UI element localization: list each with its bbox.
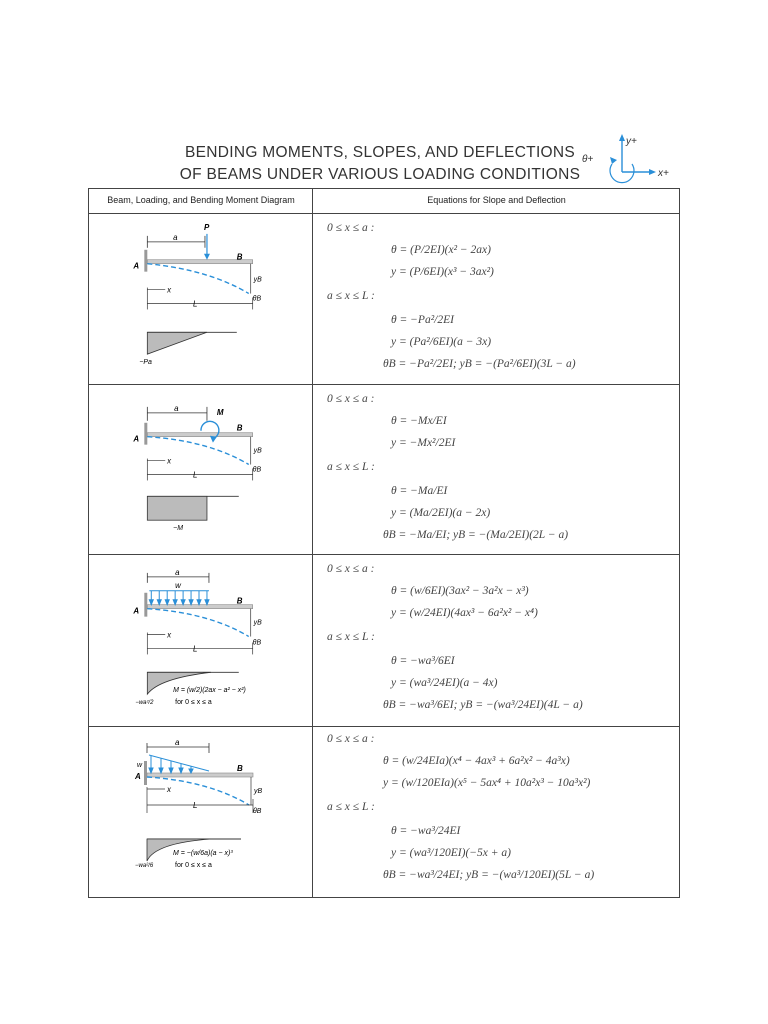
dim-a: a (175, 738, 180, 747)
dim-a: a (173, 232, 178, 242)
equation: 0 ≤ x ≤ a : (327, 563, 375, 575)
table-row (89, 727, 679, 897)
equation: y = (Pa²/6EI)(a − 3x) (391, 336, 492, 348)
title-line-2: OF BEAMS UNDER VARIOUS LOADING CONDITIONS (179, 166, 581, 183)
beam-diagram (89, 385, 312, 554)
label-x: x (167, 630, 172, 640)
label-l: L (193, 644, 198, 654)
label-x: x (167, 285, 172, 295)
equation: a ≤ x ≤ L : (327, 631, 375, 643)
equation: θ = −Ma/EI (391, 485, 448, 497)
equation: y = (wa³/24EI)(a − 4x) (391, 677, 498, 689)
equation: y = (Ma/2EI)(a − 2x) (391, 507, 491, 519)
beam-diagram (89, 555, 312, 726)
label-a: A (133, 261, 140, 271)
equation: θ = (w/6EI)(3ax² − 3a²x − x³) (391, 585, 529, 597)
label-yb: yB (253, 447, 262, 455)
label-theta-b: θB (252, 639, 262, 647)
table-row (89, 214, 679, 385)
load-w: w (175, 580, 181, 590)
label-theta-b: θB (252, 466, 262, 474)
equations (313, 727, 680, 897)
equation: θ = −Mx/EI (391, 415, 447, 427)
equation: θB = −Pa²/2EI; yB = −(Pa²/6EI)(3L − a) (383, 358, 576, 370)
moment-value: −M (173, 525, 184, 533)
equation: 0 ≤ x ≤ a : (327, 393, 375, 405)
x-axis-label: x+ (658, 168, 669, 179)
moment-value: −wa²/2 (135, 700, 154, 707)
label-x: x (167, 785, 171, 794)
label-a: A (133, 434, 140, 444)
equation: y = (w/24EI)(4ax³ − 6a²x² − x⁴) (391, 607, 538, 619)
beam-diagram (89, 727, 312, 897)
equation: y = −Mx²/2EI (391, 437, 456, 449)
moment-range: for 0 ≤ x ≤ a (175, 699, 212, 707)
equations (313, 555, 680, 726)
equation: θ = −wa³/6EI (391, 655, 455, 667)
equation: 0 ≤ x ≤ a : (327, 733, 375, 745)
load-w: w (137, 762, 143, 769)
label-a: A (133, 606, 140, 616)
equation: θ = −Pa²/2EI (391, 314, 454, 326)
equation: θ = (P/2EI)(x² − 2ax) (391, 244, 491, 256)
equation: θB = −Ma/EI; yB = −(Ma/2EI)(2L − a) (383, 529, 569, 541)
label-b: B (236, 423, 243, 433)
equation: 0 ≤ x ≤ a : (327, 222, 375, 234)
dim-a: a (174, 403, 179, 413)
label-a: A (135, 772, 141, 781)
label-yb: yB (253, 619, 262, 627)
load-m: M (216, 407, 224, 417)
label-theta-b: θB (252, 295, 262, 303)
label-yb: yB (253, 276, 262, 284)
equation: a ≤ x ≤ L : (327, 801, 375, 813)
theta-axis-label: θ+ (582, 154, 594, 165)
table-row (89, 385, 679, 555)
header-equations: Equations for Slope and Deflection (427, 195, 566, 205)
beam-table (88, 188, 680, 898)
label-l: L (193, 470, 198, 480)
equation: y = (P/6EI)(x³ − 3ax²) (391, 266, 494, 278)
equation: y = (w/120EIa)(x⁵ − 5ax⁴ + 10a²x³ − 10a³x²) (383, 777, 591, 789)
equations (313, 385, 680, 554)
label-theta-b: θB (253, 808, 262, 815)
label-x: x (167, 456, 172, 466)
equation: a ≤ x ≤ L : (327, 290, 375, 302)
header-diagram: Beam, Loading, and Bending Moment Diagram (107, 195, 295, 205)
label-yb: yB (254, 788, 263, 795)
page-title (140, 142, 620, 186)
moment-formula: M = (w/2)(2ax − a² − x²) (173, 687, 246, 695)
table-header (89, 189, 679, 214)
y-axis-label: y+ (626, 136, 637, 147)
label-b: B (236, 596, 243, 606)
label-l: L (193, 299, 198, 309)
equation: θ = (w/24EIa)(x⁴ − 4ax³ + 6a²x² − 4a³x) (383, 755, 570, 767)
label-l: L (193, 801, 198, 810)
equation: θ = −wa³/24EI (391, 825, 461, 837)
equation: θB = −wa³/24EI; yB = −(wa³/120EI)(5L − a) (383, 869, 595, 881)
moment-value: −wa²/6 (135, 863, 154, 869)
equation: θB = −wa³/6EI; yB = −(wa³/24EI)(4L − a) (383, 699, 583, 711)
equation: y = (wa³/120EI)(−5x + a) (391, 847, 511, 859)
label-b: B (236, 252, 243, 262)
dim-a: a (175, 567, 180, 577)
moment-value: −Pa (139, 359, 152, 367)
equations (313, 214, 680, 384)
equation: a ≤ x ≤ L : (327, 461, 375, 473)
moment-range: for 0 ≤ x ≤ a (175, 862, 212, 869)
title-line-1: BENDING MOMENTS, SLOPES, AND DEFLECTIONS (184, 144, 576, 161)
beam-diagram (89, 214, 312, 384)
load-p: P (203, 222, 210, 232)
table-row (89, 555, 679, 727)
moment-formula: M = −(w/6a)(a − x)³ (173, 850, 233, 857)
label-b: B (237, 764, 243, 773)
